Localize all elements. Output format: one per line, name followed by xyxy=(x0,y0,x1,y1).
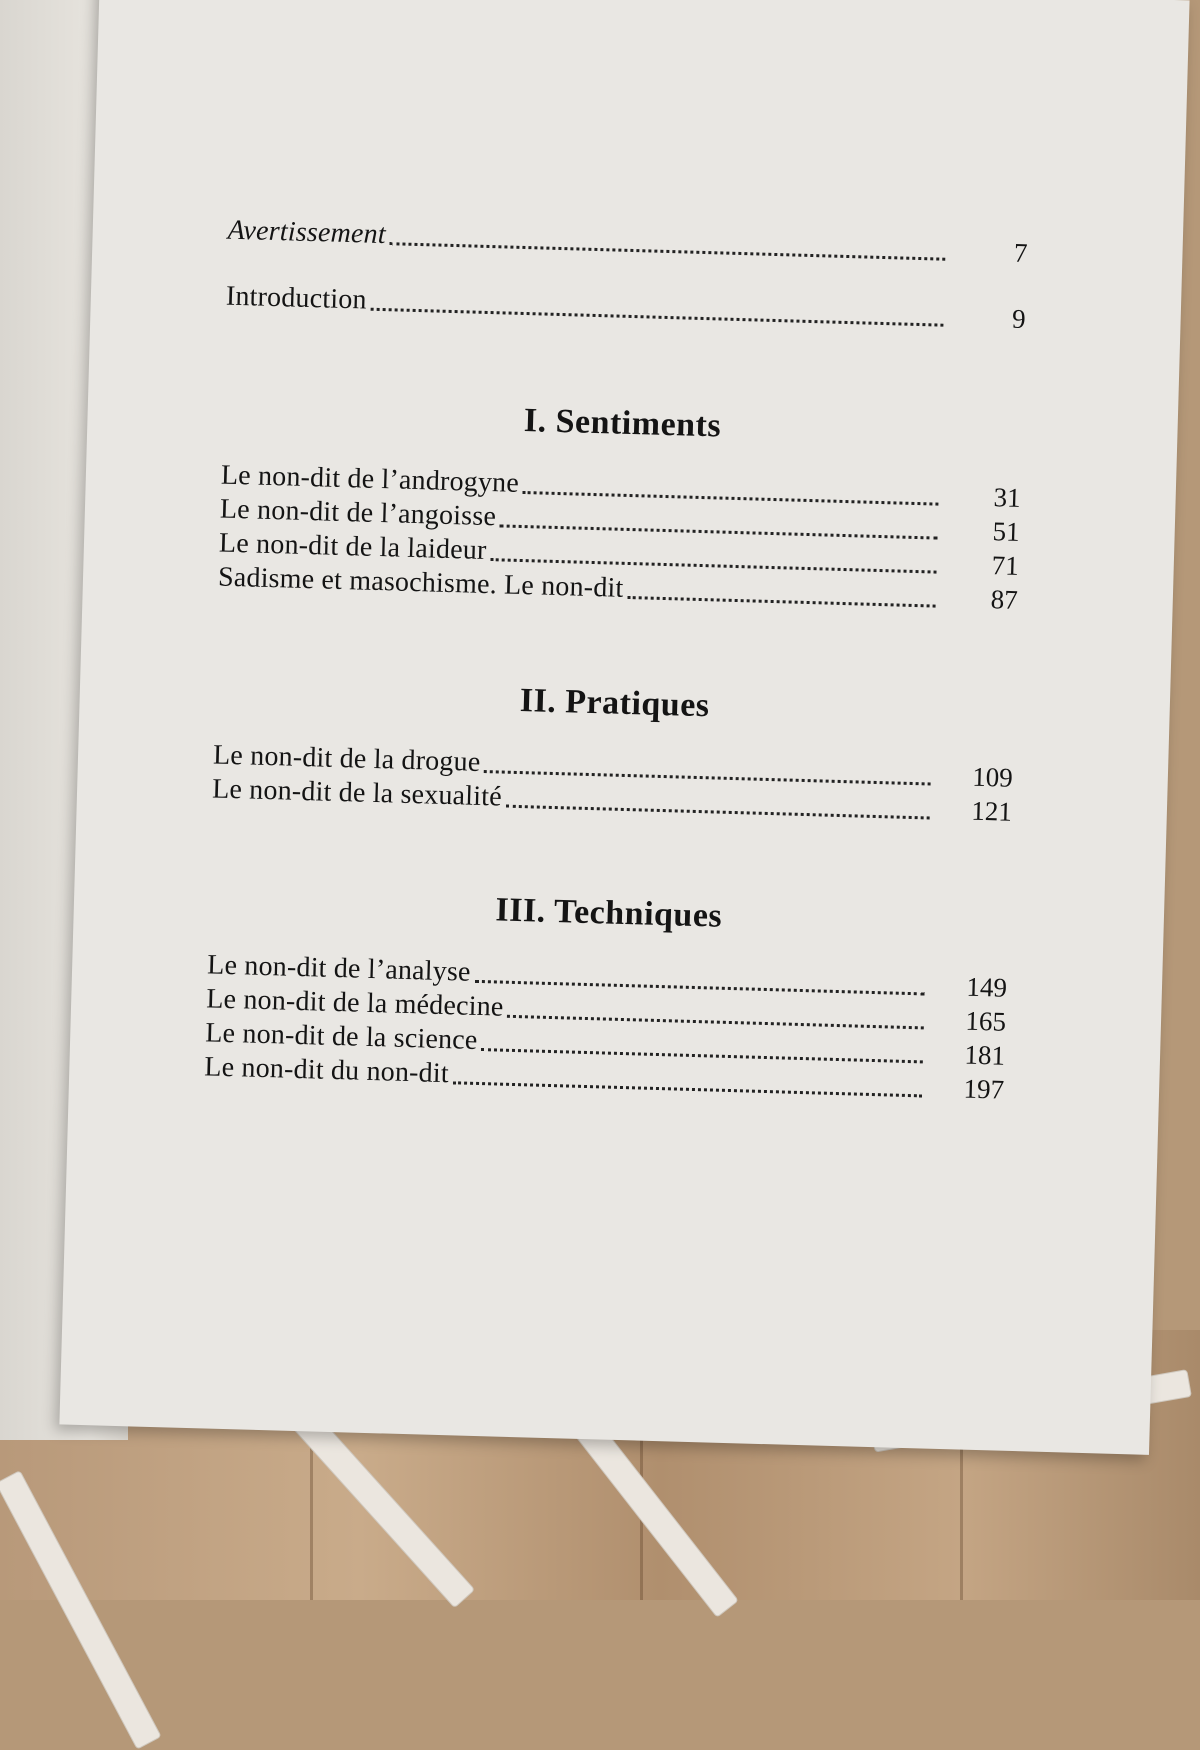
section-heading: III. Techniques xyxy=(495,891,723,935)
toc-entry-title: Avertissement xyxy=(227,214,387,251)
toc-entry-page: 31 xyxy=(993,482,1022,513)
dot-leader xyxy=(453,1081,922,1097)
toc-entry-page: 197 xyxy=(963,1073,1005,1105)
dot-leader xyxy=(390,242,946,261)
toc-entry-introduction xyxy=(225,280,1026,336)
toc-entry-page: 7 xyxy=(1013,237,1028,269)
toc-entry-title: Sadisme et masochisme. Le non-dit xyxy=(217,561,624,604)
dot-leader xyxy=(370,308,943,327)
toc-entry-page: 9 xyxy=(1011,303,1027,334)
dot-leader xyxy=(506,805,930,820)
toc-entry-title: Le non-dit de l’angoisse xyxy=(219,493,497,533)
toc-entry-page: 181 xyxy=(964,1039,1006,1071)
section-heading: II. Pratiques xyxy=(519,682,711,725)
toc-entry-title: Le non-dit du non-dit xyxy=(203,1051,450,1090)
toc-entry-title: Introduction xyxy=(225,280,368,316)
toc-entry-title: Le non-dit de la laideur xyxy=(218,527,487,567)
toc-entry-page: 51 xyxy=(992,516,1021,547)
toc-entry-title: Le non-dit de l’androgyne xyxy=(220,459,520,499)
book-page xyxy=(59,0,1189,1455)
toc-entry-title: Le non-dit de la science xyxy=(204,1017,478,1056)
toc-entry-page: 149 xyxy=(966,971,1008,1003)
toc-entry-page: 165 xyxy=(965,1005,1007,1037)
dot-leader xyxy=(627,596,935,608)
toc-entry-title: Le non-dit de la médecine xyxy=(205,983,504,1023)
toc-entry-page: 109 xyxy=(971,761,1014,793)
toc-entry-title: Le non-dit de la drogue xyxy=(212,739,481,778)
section-heading: I. Sentiments xyxy=(523,402,722,445)
toc-entry-title: Le non-dit de l’analyse xyxy=(206,949,472,988)
toc-entry-avertissement xyxy=(227,214,1028,270)
toc-entry-page: 87 xyxy=(990,584,1019,615)
toc-entry-page: 121 xyxy=(970,795,1013,827)
toc-entry-page: 71 xyxy=(991,550,1020,581)
toc-entry-title: Le non-dit de la sexualité xyxy=(211,773,503,813)
